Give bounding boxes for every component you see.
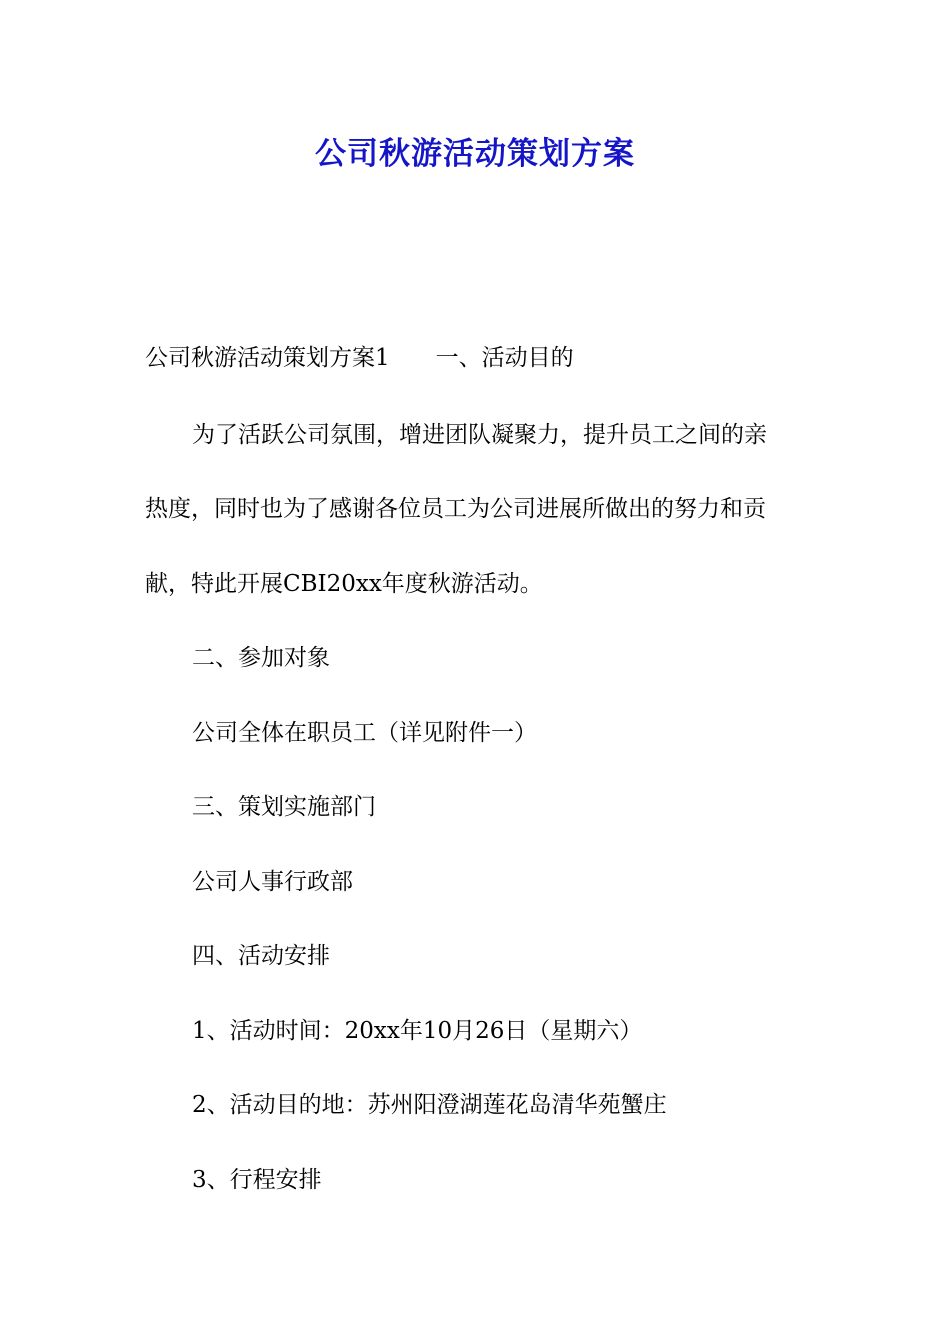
first-line xyxy=(145,343,574,373)
schedule-item-time: 1、活动时间：20xx年10月26日（星期六） xyxy=(192,1018,643,1044)
purpose-line-1: 为了活跃公司氛围，增进团队凝聚力，提升员工之间的亲 xyxy=(192,422,767,448)
section-heading-purpose: 一、活动目的 xyxy=(435,345,574,371)
purpose-line-3: 献，特此开展CBI20xx年度秋游活动。 xyxy=(145,571,543,597)
section-heading-participants: 二、参加对象 xyxy=(192,645,330,671)
plan-heading: 公司秋游活动策划方案1 xyxy=(145,345,390,371)
participants-text: 公司全体在职员工（详见附件一） xyxy=(192,720,537,746)
schedule-item-itinerary: 3、行程安排 xyxy=(192,1167,322,1193)
section-heading-schedule: 四、活动安排 xyxy=(192,943,330,969)
purpose-line-2: 热度，同时也为了感谢各位员工为公司进展所做出的努力和贡 xyxy=(145,496,766,522)
schedule-item-destination: 2、活动目的地：苏州阳澄湖莲花岛清华苑蟹庄 xyxy=(192,1092,667,1118)
department-text: 公司人事行政部 xyxy=(192,869,353,895)
document-title: 公司秋游活动策划方案 xyxy=(315,136,635,172)
section-heading-department: 三、策划实施部门 xyxy=(192,794,376,820)
